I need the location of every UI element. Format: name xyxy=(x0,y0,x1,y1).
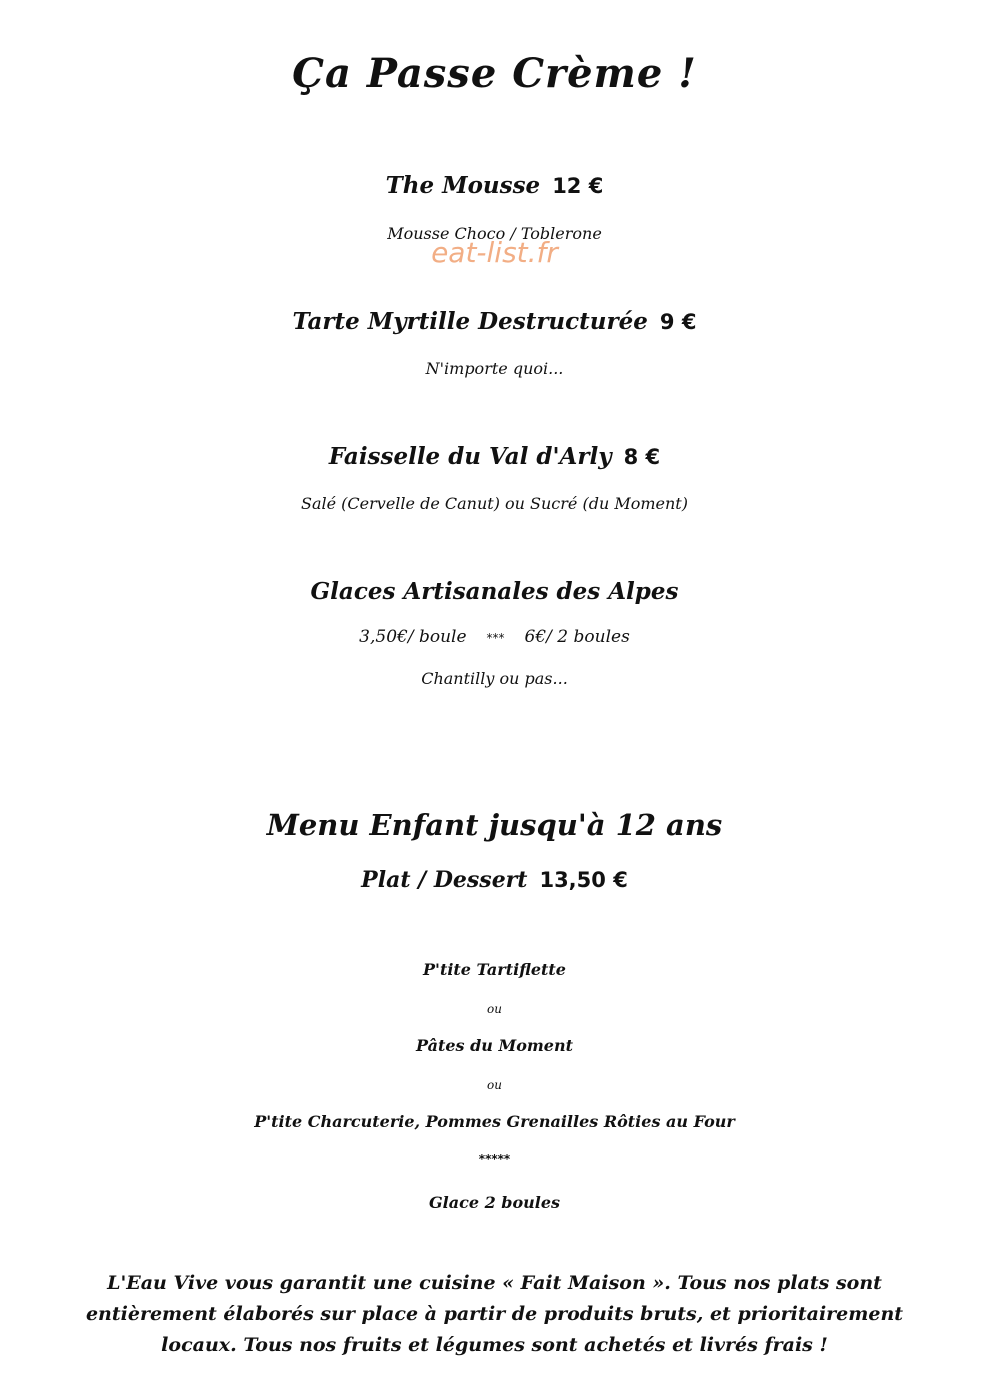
page-title: Ça Passe Crème ! xyxy=(292,50,697,97)
item-price: 9 € xyxy=(659,310,697,334)
item-price: 8 € xyxy=(623,445,661,469)
price-two-scoops: 6€/ 2 boules xyxy=(524,627,630,647)
kids-menu-price: 13,50 € xyxy=(539,868,628,892)
kids-choice-2: Pâtes du Moment xyxy=(415,1036,574,1055)
item-name: Tarte Myrtille Destructurée xyxy=(292,308,648,335)
watermark: eat-list.fr xyxy=(431,236,558,269)
kids-menu-formula: Plat / Dessert xyxy=(361,867,528,893)
item-description: Salé (Cervelle de Canut) ou Sucré (du Moment) xyxy=(301,494,688,513)
item-tarte-myrtille xyxy=(0,308,989,335)
kids-separator: ***** xyxy=(478,1152,511,1166)
item-name: Faisselle du Val d'Arly xyxy=(328,443,612,470)
kids-menu-subtitle xyxy=(0,867,989,893)
item-description: Mousse Choco / Toblerone xyxy=(387,224,602,243)
glaces-prices xyxy=(0,627,989,647)
kids-choice-3: P'tite Charcuterie, Pommes Grenailles Rôties au Four xyxy=(254,1112,735,1131)
kids-choice-1: P'tite Tartiflette xyxy=(423,960,566,979)
glaces-note: Chantilly ou pas... xyxy=(421,669,568,688)
item-glaces: Glaces Artisanales des Alpes xyxy=(310,578,679,605)
price-one-scoop: 3,50€/ boule xyxy=(359,627,467,647)
kids-dessert: Glace 2 boules xyxy=(428,1193,561,1212)
item-description: N'importe quoi... xyxy=(425,359,564,378)
kids-menu-title: Menu Enfant jusqu'à 12 ans xyxy=(266,808,723,842)
footer-statement xyxy=(60,1268,929,1361)
footer-line: locaux. Tous nos fruits et légumes sont achetés et livrés frais ! xyxy=(161,1334,828,1356)
item-faisselle xyxy=(0,443,989,470)
footer-line: L'Eau Vive vous garantit une cuisine « Fait Maison ». Tous nos plats sont xyxy=(107,1272,882,1294)
price-separator: *** xyxy=(486,631,505,645)
item-price: 12 € xyxy=(552,174,604,198)
item-the-mousse xyxy=(0,172,989,199)
footer-line: entièrement élaborés sur place à partir de produits bruts, et prioritairement xyxy=(85,1303,904,1325)
kids-or-2: ou xyxy=(487,1078,502,1092)
item-name: The Mousse xyxy=(385,172,541,199)
kids-or-1: ou xyxy=(487,1002,502,1016)
